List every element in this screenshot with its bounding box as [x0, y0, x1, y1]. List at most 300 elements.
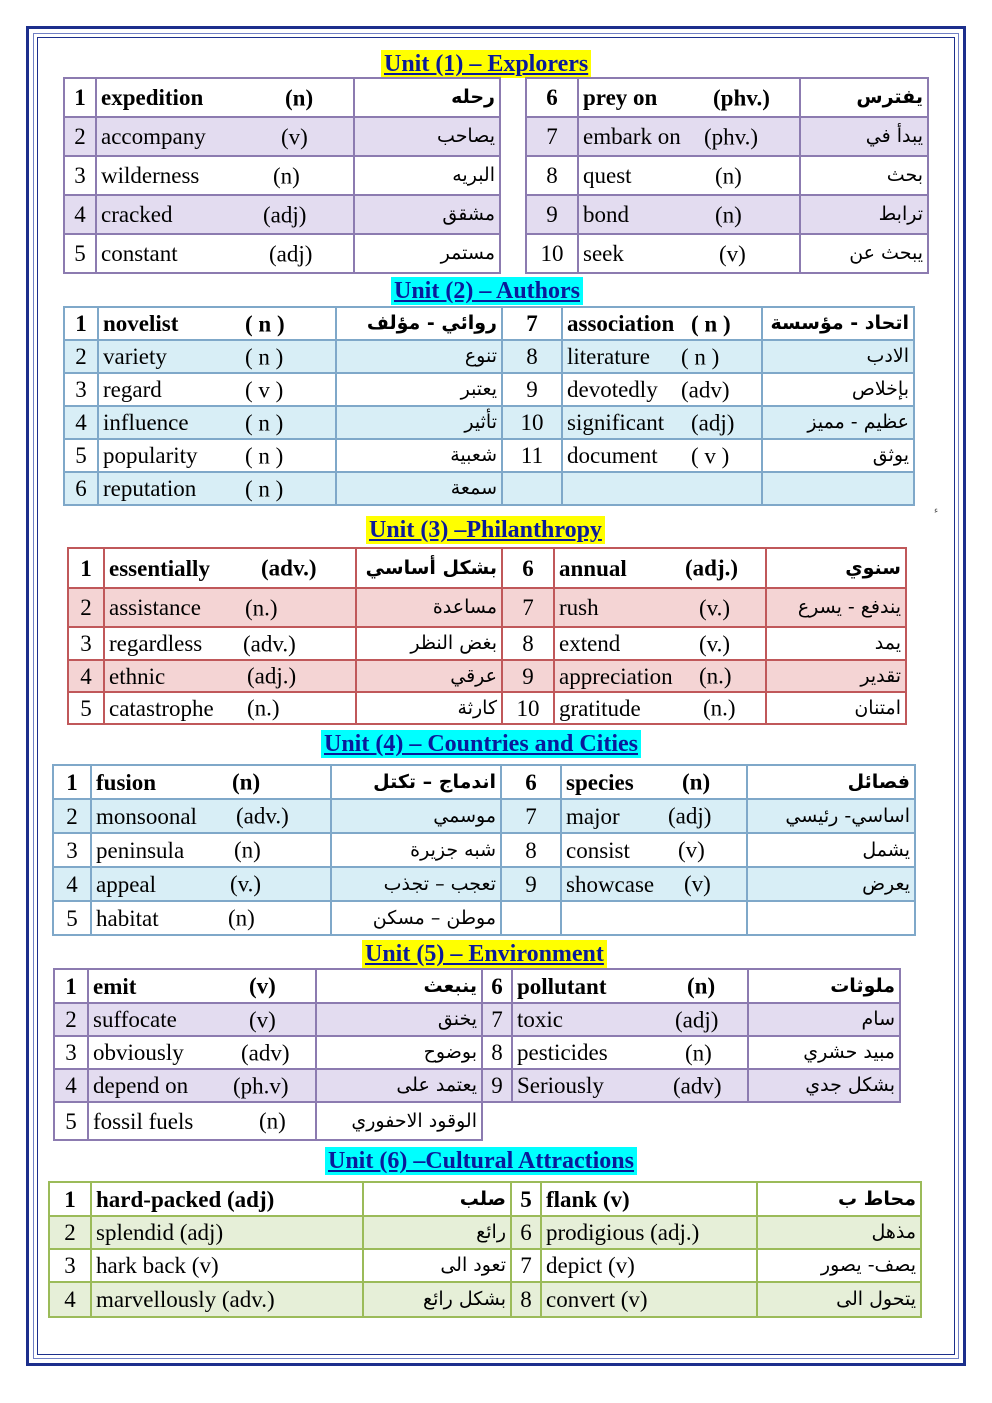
unit-3-title: Unit (3) –Philanthropy	[366, 516, 605, 544]
word: literature	[567, 344, 651, 369]
word: constant	[101, 241, 178, 266]
part-of-speech: (adv.)	[236, 803, 289, 829]
part-of-speech: (adv.)	[261, 555, 317, 581]
unit-4-table	[52, 764, 916, 936]
row-number: 10	[502, 692, 554, 724]
part-of-speech: (adj.)	[685, 555, 739, 581]
row-number: 1	[49, 1182, 91, 1216]
word-cell	[554, 692, 766, 724]
arabic-meaning: موسمي	[331, 799, 501, 833]
word-cell	[88, 1036, 316, 1069]
row-number: 7	[511, 1249, 541, 1282]
part-of-speech: ( n )	[245, 344, 284, 369]
word: consist	[566, 837, 630, 863]
empty-area	[482, 1102, 900, 1140]
table-row	[64, 78, 928, 117]
arabic-meaning: تنوع	[336, 340, 502, 373]
word-cell	[578, 234, 800, 273]
table-row	[64, 117, 928, 156]
word-cell	[561, 765, 747, 799]
part-of-speech: (n)	[715, 163, 742, 188]
word-cell	[562, 406, 762, 439]
word: appreciation	[559, 663, 673, 689]
word: association	[567, 311, 675, 336]
word-cell	[98, 340, 336, 373]
word-cell	[512, 1036, 748, 1069]
arabic-meaning	[762, 472, 914, 505]
table-row	[49, 1182, 921, 1216]
word-cell	[98, 373, 336, 406]
arabic-meaning: عظيم - مميز	[762, 406, 914, 439]
word: fossil fuels	[93, 1108, 194, 1134]
word-cell	[91, 833, 331, 867]
word: document	[567, 443, 658, 468]
part-of-speech: (phv.)	[704, 124, 759, 149]
row-number: 8	[501, 833, 561, 867]
arabic-meaning: يندفع - يسرع	[766, 588, 906, 627]
unit-1-table	[63, 77, 929, 274]
word-cell	[561, 833, 747, 867]
word-cell: marvellously (adv.)	[91, 1282, 363, 1317]
part-of-speech: ( n )	[245, 443, 284, 468]
word-cell	[88, 969, 316, 1003]
arabic-meaning: تعود الى	[363, 1249, 511, 1282]
word: Seriously	[517, 1073, 604, 1098]
word: prey on	[583, 85, 658, 110]
word-cell	[96, 78, 354, 117]
arabic-meaning: مساعدة	[356, 588, 502, 627]
arabic-meaning: يمد	[766, 627, 906, 660]
arabic-meaning: بغض النظر	[356, 627, 502, 660]
table-row	[64, 373, 914, 406]
word: appeal	[96, 871, 157, 897]
table-row	[68, 588, 906, 627]
arabic-meaning: صلب	[363, 1182, 511, 1216]
arabic-meaning: محاط ب	[757, 1182, 921, 1216]
word-cell	[98, 406, 336, 439]
arabic-meaning: يعتمد على	[316, 1069, 482, 1102]
row-number: 1	[64, 78, 96, 117]
part-of-speech: (v)	[249, 1007, 276, 1032]
arabic-meaning	[747, 901, 915, 935]
arabic-meaning: اساسي- رئيسي	[747, 799, 915, 833]
word-cell	[554, 588, 766, 627]
word-cell	[98, 472, 336, 505]
row-number: 4	[53, 867, 91, 901]
table-row	[49, 1216, 921, 1249]
part-of-speech: (n)	[285, 85, 314, 110]
arabic-meaning: يخنق	[316, 1003, 482, 1036]
part-of-speech: (adv)	[681, 377, 730, 402]
word: showcase	[566, 871, 655, 897]
row-number	[502, 472, 562, 505]
arabic-meaning: يعرض	[747, 867, 915, 901]
arabic-meaning: موطن – مسكن	[331, 901, 501, 935]
word-cell: depict (v)	[541, 1249, 757, 1282]
row-number: 2	[68, 588, 104, 627]
row-number: 4	[64, 195, 96, 234]
arabic-meaning: يتحول الى	[757, 1282, 921, 1317]
spacer	[500, 156, 526, 195]
row-number: 7	[502, 588, 554, 627]
arabic-meaning: كارثة	[356, 692, 502, 724]
part-of-speech: ( v )	[691, 443, 730, 468]
row-number: 3	[68, 627, 104, 660]
word-cell	[512, 1003, 748, 1036]
part-of-speech: (adj)	[263, 202, 307, 227]
table-row	[54, 1003, 900, 1036]
word-cell	[91, 799, 331, 833]
row-number	[501, 901, 561, 935]
row-number: 3	[54, 1036, 88, 1069]
arabic-meaning: يصاحب	[354, 117, 500, 156]
word-cell	[96, 156, 354, 195]
row-number: 5	[53, 901, 91, 935]
part-of-speech: (v)	[719, 241, 746, 266]
table-row	[53, 765, 915, 799]
table-row	[64, 340, 914, 373]
arabic-meaning: بحث	[800, 156, 928, 195]
word-cell	[512, 1069, 748, 1102]
part-of-speech: ( n )	[691, 311, 731, 336]
table-row	[54, 1036, 900, 1069]
table-row	[64, 195, 928, 234]
row-number: 8	[511, 1282, 541, 1317]
word-cell: hark back (v)	[91, 1249, 363, 1282]
part-of-speech: (adj)	[691, 410, 735, 435]
arabic-meaning: اتحاد - مؤسسة	[762, 307, 914, 340]
arabic-meaning: رائع	[363, 1216, 511, 1249]
row-number: 8	[502, 627, 554, 660]
table-row	[64, 406, 914, 439]
row-number: 3	[64, 156, 96, 195]
arabic-meaning: امتنان	[766, 692, 906, 724]
word-cell: flank (v)	[541, 1182, 757, 1216]
row-number: 8	[526, 156, 578, 195]
part-of-speech: (v.)	[230, 871, 262, 897]
row-number: 2	[64, 117, 96, 156]
word: devotedly	[567, 377, 658, 402]
word-cell	[96, 117, 354, 156]
word: regardless	[109, 631, 203, 656]
table-row	[53, 867, 915, 901]
word: influence	[103, 410, 189, 435]
word: regard	[103, 377, 162, 402]
row-number: 11	[502, 439, 562, 472]
word: catastrophe	[109, 695, 214, 721]
arabic-meaning: تقدير	[766, 660, 906, 692]
word: wilderness	[101, 163, 200, 188]
row-number: 7	[482, 1003, 512, 1036]
word-cell	[91, 867, 331, 901]
part-of-speech: (phv.)	[713, 85, 770, 110]
arabic-meaning: اندماج – تكتل	[331, 765, 501, 799]
word: species	[566, 769, 634, 795]
spacer	[500, 78, 526, 117]
table-row	[64, 439, 914, 472]
table-row	[54, 969, 900, 1003]
table-row	[64, 307, 914, 340]
word: significant	[567, 410, 665, 435]
word: gratitude	[559, 695, 641, 721]
row-number: 9	[526, 195, 578, 234]
part-of-speech: (n.)	[247, 695, 280, 721]
part-of-speech: (n)	[715, 202, 742, 227]
row-number: 1	[64, 307, 98, 340]
word: seek	[583, 241, 624, 266]
spacer	[500, 195, 526, 234]
arabic-meaning: بوضوح	[316, 1036, 482, 1069]
table-row	[53, 833, 915, 867]
table-row	[53, 901, 915, 935]
part-of-speech: (adv)	[673, 1073, 722, 1098]
part-of-speech: (n)	[273, 163, 300, 188]
part-of-speech: ( n )	[681, 344, 720, 369]
word: habitat	[96, 905, 159, 931]
unit-2-table	[63, 306, 915, 506]
word-cell	[554, 627, 766, 660]
arabic-meaning: مستمر	[354, 234, 500, 273]
word-cell	[91, 765, 331, 799]
row-number: 6	[482, 969, 512, 1003]
word-cell	[98, 439, 336, 472]
arabic-meaning: بشكل أساسي	[356, 548, 502, 588]
word-cell	[88, 1069, 316, 1102]
row-number: 2	[64, 340, 98, 373]
word: embark on	[583, 124, 681, 149]
word-cell: convert (v)	[541, 1282, 757, 1317]
word: reputation	[103, 476, 197, 501]
arabic-meaning: تعجب – تجذب	[331, 867, 501, 901]
part-of-speech: (adv)	[241, 1040, 290, 1065]
table-row	[54, 1069, 900, 1102]
row-number: 6	[502, 548, 554, 588]
row-number: 2	[49, 1216, 91, 1249]
table-row	[64, 156, 928, 195]
word-cell	[562, 340, 762, 373]
word-cell	[554, 548, 766, 588]
unit-1-title: Unit (1) – Explorers	[381, 50, 591, 78]
spacer	[500, 234, 526, 273]
word-cell	[88, 1102, 316, 1140]
arabic-meaning: سمعة	[336, 472, 502, 505]
part-of-speech: (adv.)	[243, 631, 296, 656]
word-cell	[578, 117, 800, 156]
row-number: 1	[54, 969, 88, 1003]
word-cell	[512, 969, 748, 1003]
word: fusion	[96, 769, 157, 795]
word-cell	[561, 901, 747, 935]
unit-6-title: Unit (6) –Cultural Attractions	[325, 1147, 637, 1175]
row-number: 4	[64, 406, 98, 439]
part-of-speech: (adj)	[668, 803, 712, 829]
part-of-speech: (n)	[259, 1108, 286, 1134]
word-cell	[562, 307, 762, 340]
arabic-meaning: يبحث عن	[800, 234, 928, 273]
word: suffocate	[93, 1007, 177, 1032]
arabic-meaning: شبه جزيرة	[331, 833, 501, 867]
arabic-meaning: شعبية	[336, 439, 502, 472]
word: ethnic	[109, 663, 166, 689]
arabic-meaning: يوثق	[762, 439, 914, 472]
arabic-meaning: عرقي	[356, 660, 502, 692]
row-number: 1	[53, 765, 91, 799]
part-of-speech: (n)	[682, 769, 711, 795]
row-number: 10	[502, 406, 562, 439]
row-number: 5	[64, 439, 98, 472]
part-of-speech: (n)	[685, 1040, 712, 1065]
word-cell	[578, 156, 800, 195]
table-row	[49, 1249, 921, 1282]
word-cell	[561, 799, 747, 833]
word-cell	[562, 439, 762, 472]
part-of-speech: (n)	[234, 837, 261, 863]
arabic-meaning: يصف- يصور	[757, 1249, 921, 1282]
word-cell	[96, 195, 354, 234]
row-number: 9	[501, 867, 561, 901]
arabic-meaning: تأثير	[336, 406, 502, 439]
row-number: 7	[501, 799, 561, 833]
arabic-meaning: الوقود الاحفوري	[316, 1102, 482, 1140]
row-number: 5	[68, 692, 104, 724]
part-of-speech: ( n )	[245, 311, 285, 336]
part-of-speech: ( v )	[245, 377, 284, 402]
word-cell	[104, 627, 356, 660]
row-number: 9	[502, 373, 562, 406]
arabic-meaning: يشمل	[747, 833, 915, 867]
word-cell: splendid (adj)	[91, 1216, 363, 1249]
row-number: 8	[482, 1036, 512, 1069]
arabic-meaning: روائي - مؤلف	[336, 307, 502, 340]
word-cell: hard-packed (adj)	[91, 1182, 363, 1216]
arabic-meaning: سام	[748, 1003, 900, 1036]
arabic-meaning: يبدأ في	[800, 117, 928, 156]
row-number: 4	[49, 1282, 91, 1317]
word: monsoonal	[96, 803, 197, 829]
row-number: 7	[502, 307, 562, 340]
arabic-meaning: مبيد حشري	[748, 1036, 900, 1069]
part-of-speech: ( n )	[245, 410, 284, 435]
part-of-speech: (n)	[687, 973, 716, 999]
arabic-meaning: ترابط	[800, 195, 928, 234]
arabic-meaning: مشقق	[354, 195, 500, 234]
part-of-speech: (n.)	[699, 663, 732, 689]
arabic-meaning: ينبعث	[316, 969, 482, 1003]
part-of-speech: (n)	[228, 905, 255, 931]
word: toxic	[517, 1007, 563, 1032]
arabic-meaning: رحله	[354, 78, 500, 117]
row-number: 4	[68, 660, 104, 692]
table-row	[64, 472, 914, 505]
arabic-meaning: الادب	[762, 340, 914, 373]
word: obviously	[93, 1040, 184, 1065]
word: bond	[583, 202, 629, 227]
word: variety	[103, 344, 167, 369]
word-cell	[96, 234, 354, 273]
table-row	[68, 660, 906, 692]
word-cell	[578, 195, 800, 234]
table-row	[64, 234, 928, 273]
word-cell	[104, 588, 356, 627]
word: novelist	[103, 311, 179, 336]
word-cell	[88, 1003, 316, 1036]
part-of-speech: (n.)	[703, 695, 736, 721]
word: essentially	[109, 555, 210, 581]
row-number: 3	[64, 373, 98, 406]
word-cell	[91, 901, 331, 935]
word-cell: prodigious (adj.)	[541, 1216, 757, 1249]
word-cell	[104, 660, 356, 692]
unit-5-table	[53, 968, 901, 1141]
spacer	[500, 117, 526, 156]
arabic-meaning: بشكل جدي	[748, 1069, 900, 1102]
arabic-meaning: يفترس	[800, 78, 928, 117]
word: depend on	[93, 1073, 189, 1098]
word: accompany	[101, 124, 206, 149]
part-of-speech: (v)	[678, 837, 705, 863]
row-number: 5	[54, 1102, 88, 1140]
word-cell	[562, 472, 762, 505]
word: peninsula	[96, 837, 185, 863]
word-cell	[98, 307, 336, 340]
word-cell	[561, 867, 747, 901]
part-of-speech: (v.)	[699, 631, 731, 656]
part-of-speech: (n.)	[245, 595, 278, 620]
row-number: 1	[68, 548, 104, 588]
arabic-meaning: بإخلاص	[762, 373, 914, 406]
row-number: 8	[502, 340, 562, 373]
row-number: 6	[501, 765, 561, 799]
row-number: 10	[526, 234, 578, 273]
row-number: 2	[53, 799, 91, 833]
arabic-meaning: مذهل	[757, 1216, 921, 1249]
arabic-meaning: فصائل	[747, 765, 915, 799]
part-of-speech: (n)	[232, 769, 261, 795]
row-number: 6	[526, 78, 578, 117]
row-number: 7	[526, 117, 578, 156]
table-row	[54, 1102, 900, 1140]
table-row	[68, 692, 906, 724]
part-of-speech: (v.)	[699, 595, 731, 620]
row-number: 6	[64, 472, 98, 505]
arabic-meaning: بشكل رائع	[363, 1282, 511, 1317]
row-number: 9	[482, 1069, 512, 1102]
arabic-meaning: البريه	[354, 156, 500, 195]
stray-mark: ء	[934, 505, 939, 515]
table-row	[53, 799, 915, 833]
row-number: 2	[54, 1003, 88, 1036]
unit-3-table	[67, 547, 907, 725]
word-cell	[104, 692, 356, 724]
part-of-speech: (v)	[281, 124, 308, 149]
row-number: 3	[49, 1249, 91, 1282]
row-number: 5	[511, 1182, 541, 1216]
word: emit	[93, 973, 137, 999]
part-of-speech: (ph.v)	[233, 1073, 289, 1098]
word: pesticides	[517, 1040, 608, 1065]
word-cell	[554, 660, 766, 692]
word: cracked	[101, 202, 173, 227]
row-number: 6	[511, 1216, 541, 1249]
table-row	[49, 1282, 921, 1317]
part-of-speech: (adj)	[675, 1007, 719, 1032]
table-row	[68, 627, 906, 660]
word: expedition	[101, 85, 204, 110]
word-cell	[578, 78, 800, 117]
unit-2-title: Unit (2) – Authors	[391, 277, 583, 305]
word-cell	[562, 373, 762, 406]
word: popularity	[103, 443, 198, 468]
